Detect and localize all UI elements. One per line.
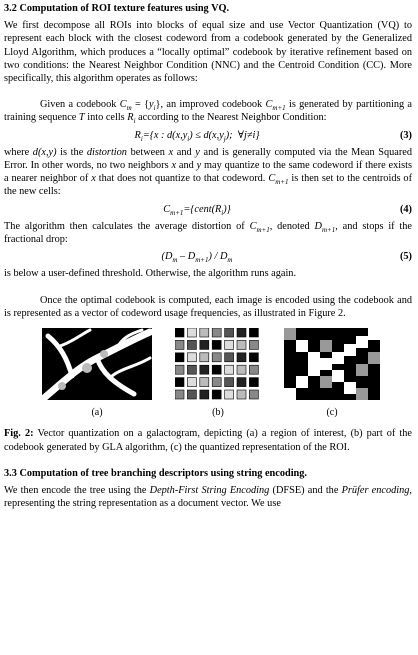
figure-2b bbox=[175, 328, 261, 419]
codeword-block bbox=[225, 340, 234, 349]
codeword-block bbox=[175, 328, 184, 337]
codeword-block bbox=[237, 378, 246, 387]
codeword-block bbox=[225, 378, 234, 387]
codeword-block bbox=[249, 340, 258, 349]
codeword-block bbox=[200, 353, 209, 362]
section-heading-3-3: 3.3 Computation of tree branching descriptors using string encoding. bbox=[4, 467, 308, 479]
figure-label-a: (a) bbox=[91, 407, 103, 419]
codeword-block bbox=[249, 378, 258, 387]
codeword-block bbox=[200, 378, 209, 387]
codeword-block bbox=[200, 365, 209, 374]
paragraph-threshold: is below a user-defined threshold. Otherwise, the algorithm runs again. bbox=[4, 268, 297, 280]
codeword-block bbox=[237, 365, 246, 374]
equation-4-body: $C_{m+1}=\{cent(R_i)\}$ bbox=[163, 203, 231, 217]
codeword-block bbox=[249, 353, 258, 362]
codeword-block bbox=[212, 340, 221, 349]
paragraph-vq-intro: We first decompose all ROIs into blocks of equal size and use Vector Quantization (VQ) to represent each block with the closest codeword from a codebook generated by the Generalized Lloyd Algorithm, which produces a “locally optimal” codebook by iterative refinement based on two conditions: the Nearest Neighbor Condition (NNC) and the Centroid Condition (CC). More specifically, this algorithm operates as follows: bbox=[4, 20, 412, 85]
codeword-block bbox=[175, 378, 184, 387]
equation-5-number: (5) bbox=[399, 251, 412, 263]
codeword-block bbox=[200, 390, 209, 399]
paragraph-codebook: Given a codebook $C_m = \{y_i\}$, an improved codebook $C_{m+1}$ is generated by partitioning a training sequence T into cells $R_i$ according to the Nearest Neighbor Condition: bbox=[4, 99, 413, 126]
figure-caption-text: Vector quantization on a galactogram, depicting (a) a region of interest, (b) part of the codebook generated by GLA algorithm, (c) the quantized representation of the ROI. bbox=[4, 428, 413, 453]
codeword-block bbox=[249, 365, 258, 374]
codeword-block bbox=[225, 353, 234, 362]
codeword-block bbox=[225, 365, 234, 374]
equation-5 bbox=[4, 250, 412, 263]
codeword-block bbox=[187, 328, 196, 337]
figure-caption bbox=[4, 427, 412, 453]
equation-4 bbox=[4, 203, 412, 216]
codeword-block bbox=[212, 353, 221, 362]
figure-2a bbox=[42, 328, 152, 419]
paragraph-encoding: Once the optimal codebook is computed, each image is encoded using the codebook and is represented as a vector of codeword usage frequencies, as illustrated in Figure 2. bbox=[4, 294, 412, 319]
codeword-block bbox=[187, 378, 196, 387]
equation-3 bbox=[4, 129, 412, 142]
roi-galactogram-image bbox=[42, 328, 152, 400]
paragraph-string-encoding: We then encode the tree using the Depth-First String Encoding (DFSE) and the Prüfer encoding, representing the string representation as a document vector. We use bbox=[4, 485, 412, 510]
codebook-grid-image bbox=[175, 328, 261, 400]
figure-label-b: (b) bbox=[212, 407, 224, 419]
codeword-block bbox=[249, 328, 258, 337]
codeword-block bbox=[212, 365, 221, 374]
codeword-block bbox=[237, 328, 246, 337]
paragraph-average-distortion: The algorithm then calculates the average distortion of $C_{m+1}$, denoted $D_{m+1}$, and stops if the fractional drop: bbox=[4, 220, 413, 246]
figure-2c bbox=[284, 328, 380, 419]
codeword-block bbox=[249, 390, 258, 399]
codeword-block bbox=[175, 353, 184, 362]
paragraph-distortion: where d(x,y) is the distortion between x and y and is generally computed via the Mean Squared Error. In other words, no two neighbors x and y may quantize to the same codeword if there exists a nearer neighbor of x that does not quantize to that codeword. $C_{m+1}$ is then set to the centroids of the new cells: bbox=[4, 146, 412, 198]
codeword-block bbox=[237, 340, 246, 349]
codeword-block bbox=[187, 390, 196, 399]
codeword-block bbox=[225, 328, 234, 337]
codeword-block bbox=[187, 353, 196, 362]
codeword-block bbox=[237, 353, 246, 362]
codeword-block bbox=[225, 390, 234, 399]
codeword-block bbox=[175, 390, 184, 399]
equation-4-number: (4) bbox=[399, 203, 412, 215]
codeword-block bbox=[212, 378, 221, 387]
codeword-block bbox=[175, 340, 184, 349]
section-heading-3-2: 3.2 Computation of ROI texture features using VQ. bbox=[4, 3, 230, 14]
equation-3-body: $R_i=\{x$ : $d(x,y_i) \le d(x,y_j)$; ∀j≠i} bbox=[134, 129, 260, 143]
codeword-block bbox=[187, 365, 196, 374]
codeword-block bbox=[237, 390, 246, 399]
codeword-block bbox=[187, 340, 196, 349]
codeword-block bbox=[200, 328, 209, 337]
figure-caption-prefix: Fig. 2: bbox=[4, 428, 34, 440]
equation-3-number: (3) bbox=[399, 129, 412, 141]
codeword-block bbox=[212, 390, 221, 399]
equation-5-body: $(D_m - D_{m+1}) / D_m$ bbox=[161, 251, 233, 265]
figure-2 bbox=[4, 328, 412, 419]
codeword-block bbox=[200, 340, 209, 349]
figure-label-c: (c) bbox=[326, 407, 338, 419]
codeword-block bbox=[212, 328, 221, 337]
codeword-block bbox=[175, 365, 184, 374]
quantized-roi-image bbox=[284, 328, 380, 400]
